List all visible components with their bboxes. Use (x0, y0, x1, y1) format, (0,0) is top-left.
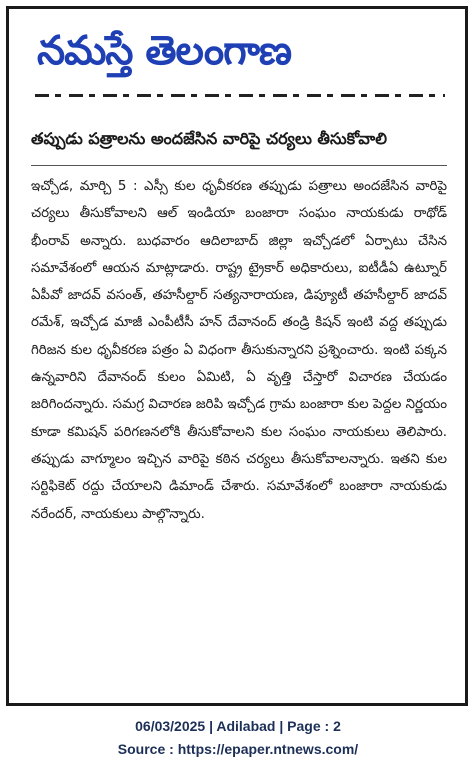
article-body: ఇచ్చోడ, మార్చి 5 : ఎస్సీ కుల ధృవీకరణ తప్పుడు పత్రాలు అందజేసిన వారిపై చర్యలు తీసుకోవాలని ఆల్ ఇండియా బంజారా సంఘం నాయకుడు రాథోడ్ భీంరావ్ అన్నారు. బుధవారం ఆదిలాబాద్ జిల్లా ఇచ్చోడలో ఏర్పాటు చేసిన సమావేశంలో ఆయన మాట్లాడారు. రాష్ట్ర ట్రైకార్ అధికారులు, ఐటీడీఏ ఉట్నూర్ ఏపీవో జాదవ్ వసంత్, తహసీల్దార్ సత్యనారాయణ, డిప్యూటీ తహసీల్దార్ జాదవ్ రమేశ్, ఇచ్చోడ మాజీ ఎంపీటీసీ హన్ దేవానంద్ తండ్రి కిషన్ ఇంటి వద్ద తప్పుడు గిరిజన కుల ధృవీకరణ పత్రం ఏ విధంగా తీసుకున్నారని ప్రశ్నించారు. ఇంటి పక్కన ఉన్నవారిని దేవానంద్ కులం ఏమిటి, ఏ వృత్తి చేస్తారో విచారణ చేయడం జరిగిందన్నారు. సమగ్ర విచారణ జరిపి ఇచ్చోడ గ్రామ బంజారా కుల పెద్దల నిర్ణయం కూడా కమిషన్ పరిగణనలోకి తీసుకోవాలని కుల సంఘం నాయకులు తెలిపారు. తప్పుడు వాగ్మూలం ఇచ్చిన వారిపై కఠిన చర్యలు తీసుకోవాలన్నారు. ఇతని కుల సర్టిఫికెట్ రద్దు చేయాలని డిమాండ్ చేశారు. సమావేశంలో బంజారా నాయకుడు నరేందర్, నాయకులు పాల్గొన్నారు. (31, 179, 447, 522)
cropped-text-strip (35, 91, 445, 99)
masthead-title: నమస్తే తెలంగాణ (37, 27, 292, 74)
clipping-meta: 06/03/2025 | Adilabad | Page : 2 (135, 718, 341, 734)
clipping-frame (6, 6, 468, 706)
newspaper-masthead (9, 9, 465, 85)
article-headline: తప్పుడు పత్రాలను అందజేసిన వారిపై చర్యలు తీసుకోవాలి (31, 129, 387, 148)
headline-divider (31, 165, 447, 166)
source-link[interactable]: Source : https://epaper.ntnews.com/ (117, 741, 359, 757)
